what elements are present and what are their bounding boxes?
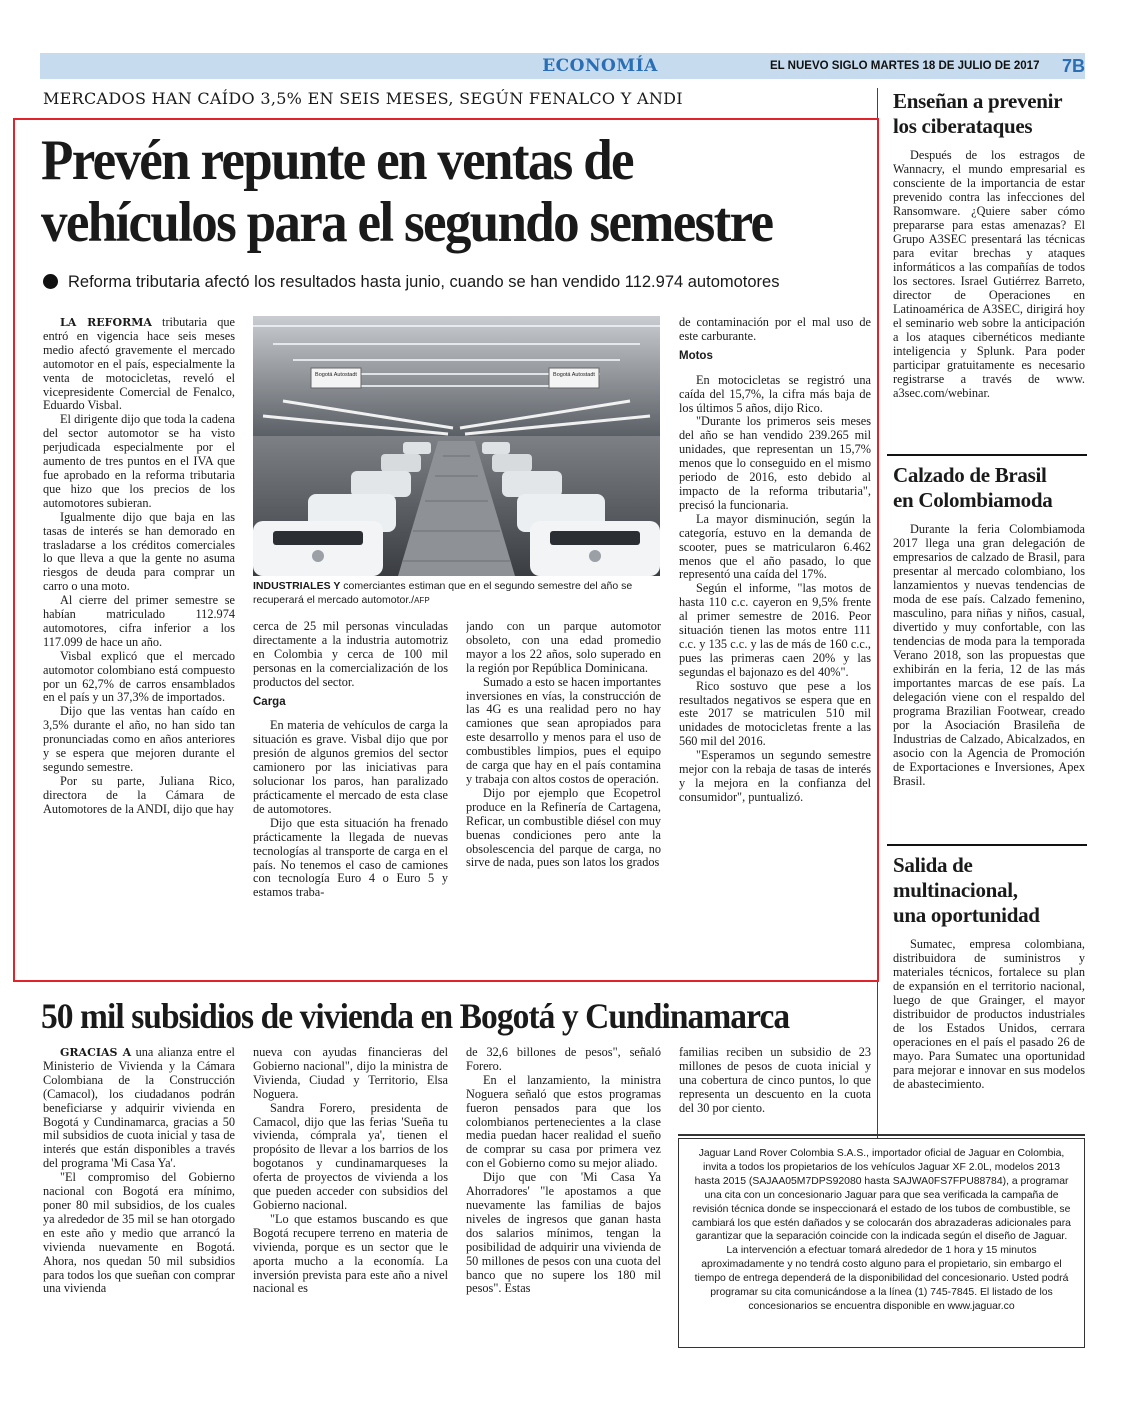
bullet-icon (43, 274, 58, 289)
section-name: ECONOMÍA (542, 56, 658, 76)
paragraph: "Esperamos un segundo semestre mejor con la rebaja de tasas de interés y la mejora en la confianza del consumidor", puntualizó. (679, 748, 871, 804)
sidebar-story-3 (893, 937, 1085, 1117)
paragraph: Dijo que con 'Mi Casa Ya Ahorradores' "le apostamos a que nuevamente las familias de bajos niveles de ingresos que ganan hasta dos salarios mínimos, tengan la posibilidad de adquirir una vivienda de 50 millones de pesos con una cuota del banco que no supere los 180 mil pesos". Estas (466, 1170, 661, 1296)
paragraph: Rico sostuvo que pese a los resultados negativos se espera que en este 2017 se matriculen 510 mil unidades de motocicletas frente a las 560 mil del 2016. (679, 678, 871, 749)
paragraph: La mayor disminución, según la categoría, estuvo en la demanda de scooter, pues se matricularon 6.462 menos que el año pasado, lo que representó una caída del 17%. (679, 511, 871, 582)
main-article-column-4 (679, 316, 871, 964)
headline-line-1: Prevén repunte en ventas de (41, 129, 633, 192)
paragraph: Sumado a esto se hacen importantes inversiones en vías, la construcción de las 4G es una realidad pero no hay camiones que sean apropiados para este desarrollo y menos para el uso de combustibles limpios, pues el equipo de carga que hay en el país contamina y trabaja con altos costos de operación. (466, 674, 661, 786)
sidebar-headline-2: Calzado de Brasil en Colombiamoda (893, 463, 1053, 512)
paragraph: Sandra Forero, presidenta de Camacol, dijo que las ferias 'Sueña tu vivienda, cómprala ya', tienen el propósito de llevar a los barrios de los bogotanos y cundinamarqueses la oferta de proyectos de vivienda a los que pueden acceder con subsidios del Gobierno nacional. (253, 1100, 448, 1212)
main-article-column-3 (466, 620, 661, 964)
paragraph: de 32,6 billones de pesos", señaló Forero. (466, 1046, 661, 1073)
headline-line-2: vehículos para el segundo semestre (41, 191, 773, 254)
lead-in: LA REFORMA (60, 316, 152, 329)
sidebar-story-2 (893, 522, 1085, 842)
main-article-column-2 (253, 620, 448, 964)
paragraph: nueva con ayudas financieras del Gobierno nacional", dijo la ministra de Vivienda, Ciudad y Territorio, Elsa Noguera. (253, 1046, 448, 1101)
paragraph: Al cierre del primer semestre se habían matriculado 112.974 automotores, cifra inferior a los 117.099 de hace un año. (43, 593, 235, 649)
sidebar-headline-1: Enseñan a prevenir los ciberataques (893, 89, 1063, 138)
paragraph: Igualmente dijo que baja en las tasas de interés se han demorado en trasladarse a los créditos comerciales lo que lleva a que la gente no asuma riesgos de deuda para comprar un carro o una moto. (43, 509, 235, 594)
car-factory-illustration (253, 316, 660, 576)
page-header-bar (40, 53, 1085, 79)
photo-caption (253, 580, 663, 607)
subtitle-carga: Carga (253, 695, 286, 708)
second-article-column-4 (679, 1046, 871, 1126)
paragraph: Dijo por ejemplo que Ecopetrol produce en la Refinería de Cartagena, Reficar, un combustible diésel con muy buenas condiciones pero ante la obsolescencia del parque de carga, no sirve de nada, pues son latos los grados (466, 785, 661, 870)
paragraph: Por su parte, Juliana Rico, directora de la Cámara de Automotores de la ANDI, dijo que hay (43, 773, 235, 816)
paragraph: "Durante los primeros seis meses del año se han vendido 239.265 mil unidades, que representan un 15,7% menos que lo conseguido en el mismo periodo de 2016, esto debido al impacto de la reforma tributaria", precisó la funcionaria. (679, 414, 871, 512)
second-article-column-2 (253, 1046, 448, 1356)
jaguar-recall-notice (678, 1138, 1085, 1348)
paragraph: Después de los estragos de Wannacry, el mundo empresarial es consciente de la importancia de estar prevenido contra las infecciones del Ransomware. ¿Quiere saber cómo prepararse para estas amenazas? El Grupo A3SEC presentará las técnicas para evitar brechas y ataques informáticos a las compañías de todos los sectores. Israel Gutiérrez Barreto, director de Operaciones en Latinoamérica de A3SEC, dirigirá hoy el seminario web sobre la anticipación a los ataques cibernéticos mediante inteligencia y Splunk. Para poder participar gratuitamente es necesario registrarse a través de www. a3sec.com/webinar. (893, 148, 1085, 400)
main-headline (41, 130, 813, 254)
sidebar-divider (887, 454, 1087, 456)
page-number: 7B (1062, 56, 1086, 76)
sidebar-story-1 (893, 148, 1085, 448)
paragraph: El dirigente dijo que toda la cadena del sector automotor se ha visto perjudicada especialmente por el aumento de tres puntos en el IVA que fue aprobado en la reforma tributaria que hizo que los precios de los automotores subieran. (43, 412, 235, 510)
paragraph: En motocicletas se registró una caída del 15,7%, la cifra más baja de los últimos 5 años, dijo Rico. (679, 372, 871, 415)
factory-photo (253, 316, 660, 576)
paragraph: familias reciben un subsidio de 23 millones de pesos de cuota inicial y una cobertura de cinco puntos, lo que representa un descuento en la cuota del 30 por ciento. (679, 1046, 871, 1115)
paragraph: En el lanzamiento, la ministra Noguera señaló que estos programas fueron pensados para que los colombianos pertenecientes a la clase media puedan hacer realidad el sueño de comprar su casa por primera vez con el Gobierno como su mejor aliado. (466, 1072, 661, 1171)
paragraph: Sumatec, empresa colombiana, distribuidora de suministros y materiales técnicos, fortalece su plan de expansión en el territorio nacional, luego de que Grainger, el mayor distribuidor de productos industriales de los Estados Unidos, cerrara operaciones en el país el pasado 26 de mayo. Para Sumatec una oportunidad para mejorar e innovar en sus modelos de abastecimiento. (893, 937, 1085, 1091)
paragraph: jando con un parque automotor obsoleto, con una edad promedio mayor a los 22 años, solo superado en la región por República Dominicana. (466, 620, 661, 675)
notice-top-rule (678, 1134, 1085, 1136)
factory-sign-left: Bogotá Autostadt (315, 372, 357, 378)
notice-text: Jaguar Land Rover Colombia S.A.S., importador oficial de Jaguar en Colombia, invita a todos los propietarios de los vehículos Jaguar XF 2.0L, modelos 2013 hasta 2015 (SAJAA05M7DPS92080 hasta SAJWA0FS7FPU88784), a programar una cita con un concesionario Jaguar para que sea verificada la campaña de revisión técnica donde se inspeccionará el estado de los tubos de combustible, se cambiará los que estén dañados y se colocarán dos abrazaderas adicionales para garantizar que la separación coincide con la indicada según el diseño de Jaguar. La intervención a efectuar tomará alrededor de 1 hora y 15 minutos aproximadamente y no tendrá costo alguno para el propietario, sin embargo el tiempo de entrega dependerá de la disponibilidad del concesionario. Usted podrá programar su cita comunicándose a la línea (1) 745-7845. El listado de los concesionarios se encuentra disponible en www.jaguar.co (692, 1148, 1071, 1312)
paragraph: En materia de vehículos de carga la situación es grave. Visbal dijo que por presión de algunos gremios del sector camionero por las iniciativas para solucionar los paros, han paralizado prácticamente el mercado de esta clase de automotores. (253, 718, 448, 816)
paragraph: Dijo que las ventas han caído en 3,5% durante el año, no han sido tan pronunciadas como en años anteriores y se espera que mejoren durante el segundo semestre. (43, 704, 235, 774)
newspaper-date: EL NUEVO SIGLO MARTES 18 DE JULIO DE 2017 (770, 60, 1040, 72)
lead-in: GRACIAS A (60, 1046, 132, 1059)
second-article-column-3 (466, 1046, 661, 1356)
caption-text: comerciantes estiman que en el segundo semestre del año se recuperará el mercado automotor./ (253, 580, 633, 606)
sidebar-divider (887, 844, 1087, 846)
factory-sign-right: Bogotá Autostadt (553, 372, 595, 378)
subhead-text: Reforma tributaria afectó los resultados hasta junio, cuando se han vendido 112.974 automotores (68, 273, 780, 291)
caption-lead: INDUSTRIALES Y (253, 580, 341, 592)
article-subhead (43, 273, 873, 292)
paragraph: Dijo que esta situación ha frenado prácticamente la llegada de nuevas tecnologías al transporte de carga en el país. No tenemos el caso de camiones con tecnología Euro 4 o Euro 5 y estamos traba- (253, 815, 448, 900)
photo-credit: AFP (414, 595, 430, 605)
paragraph: de contaminación por el mal uso de este carburante. (679, 316, 871, 343)
main-article-column-1: LA REFORMA tributaria que entró en vigencia hace seis meses medio afectó gravemente el mercado automotor en el país, especialmente la venta de motocicletas, reveló el vicepresidente Comercial de Fenalco, Eduardo Visbal. El dirigente dijo que toda la cadena del sector automotor se ha visto perjudicada especialmente por el aumento de tres puntos en el IVA que fue aprobado en la reforma tributaria que hizo que los precios de los automotores subieran. Igualmente dijo que baja en las tasas de interés se han demorado en trasladarse a los créditos comerciales lo que lleva a que la gente no asuma riesgos de deuda para comprar un carro o una moto. Al cierre del primer semestre se habían matriculado 112.974 automotores, cifra inferior a los 117.099 de hace un año. Visbal explicó que el mercado automotor colombiano está compuesto por un 62,7% de carros ensamblados en el país y un 37,3% de importados. Dijo que las ventas han caído en 3,5% durante el año, no han sido tan pronunciadas como en años anteriores y se espera que mejoren durante el segundo semestre. Por su parte, Juliana Rico, directora de la Cámara de Automotores de la ANDI, dijo que hay (43, 316, 235, 816)
paragraph: "El compromiso del Gobierno nacional con Bogotá era mínimo, poner 80 mil subsidios, de los cuales ya alrededor de 35 mil se han otorgado en este año y medio que arrancó la vivienda nuevamente en Bogotá. Ahora, nos quedan 50 mil subsidios para todos los que sueñan con comprar una vivienda (43, 1170, 235, 1296)
second-article-column-1: GRACIAS A una alianza entre el Ministerio de Vivienda y la Cámara Colombiana de la Construcción (Camacol), los ciudadanos podrán beneficiarse y adquirir vivienda en Bogotá y Cundinamarca, gracias a 50 mil subsidios de cuota inicial y tasa de interés que están disponibles a través del programa 'Mi Casa Ya'. "El compromiso del Gobierno nacional con Bogotá era mínimo, poner 80 mil subsidios, de los cuales ya alrededor de 35 mil se han otorgado en este año y medio que arrancó la vivienda nuevamente en Bogotá. Ahora, nos quedan 50 mil subsidios para todos los que sueñan con comprar una vivienda (43, 1046, 235, 1296)
paragraph: cerca de 25 mil personas vinculadas directamente a la industria automotriz en Colombia y cerca de 100 mil personas en la comercialización de los productos del sector. (253, 620, 448, 689)
article-kicker: MERCADOS HAN CAÍDO 3,5% EN SEIS MESES, SEGÚN FENALCO Y ANDI (43, 89, 683, 108)
sidebar-headline-3: Salida de multinacional, una oportunidad (893, 853, 1040, 927)
paragraph: Visbal explicó que el mercado automotor colombiano está compuesto por un 62,7% de carros ensamblados en el país y un 37,3% de importados. (43, 648, 235, 705)
paragraph: Según el informe, "las motos de hasta 110 c.c. cayeron en 9,5% frente al primer semestre de 2016. Peor situación tienen las motos entre 111 c.c. y 135 c.c. y las de más de 160 c.c., pues las primeras caen 20% y las segundas el bajonazo es del 40%". (679, 581, 871, 679)
subtitle-motos: Motos (679, 349, 713, 362)
paragraph: Durante la feria Colombiamoda 2017 llega una gran delegación de empresarios de calzado de Brasil, para presentar al mercado colombiano, los lanzamientos y nuevas tendencias de moda de ese país. Calzado femenino, masculino, para niñas y niños, casual, divertido y muy confortable, con las tendencias de moda para la temporada Verano 2018, son las propuestas que exhibirán en la feria, 12 de las más importantes marcas de ese país. La delegación viene con el respaldo del programa Brazilian Footwear, creado por la Asociación Brasileña de Industrias de Calzado, Abicalzados, en asocio con la Agencia de Promoción de Exportaciones e Inversiones, Apex Brasil. (893, 522, 1085, 788)
second-headline: 50 mil subsidios de vivienda en Bogotá y Cundinamarca (41, 996, 790, 1036)
paragraph: "Lo que estamos buscando es que Bogotá recupere terreno en materia de vivienda, porque es un sector que le aporta mucho a la economía. La inversión prevista para este año a nivel nacional es (253, 1211, 448, 1296)
